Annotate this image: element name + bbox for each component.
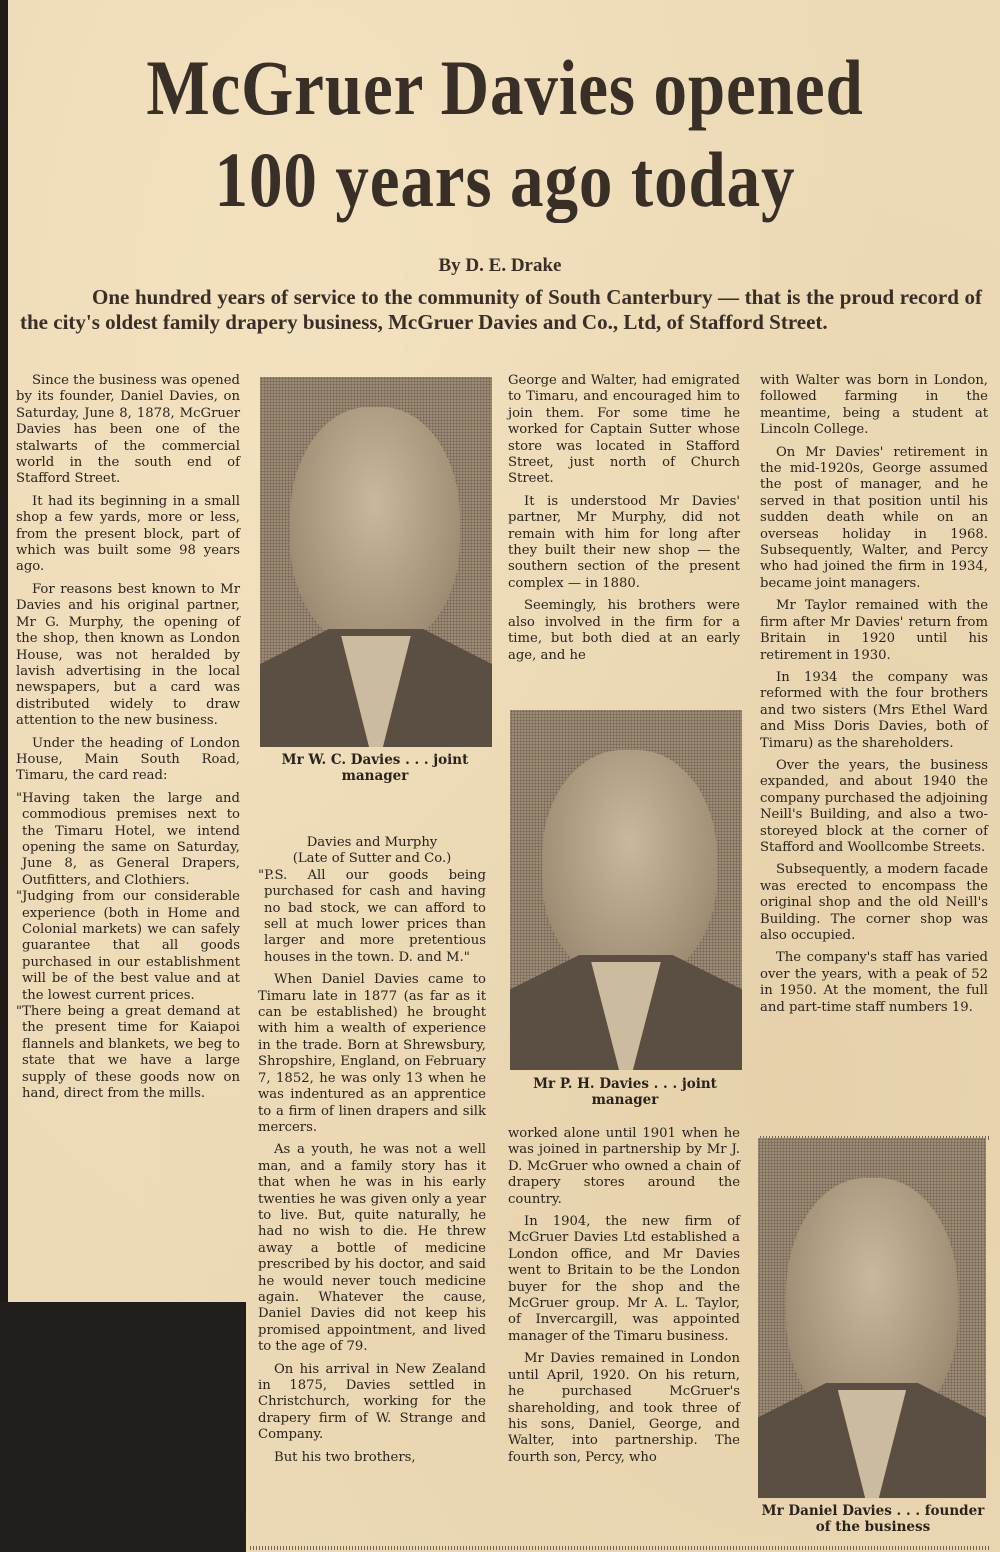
background-board xyxy=(0,1302,246,1552)
quote-paragraph: "Having taken the large and commodious premises next to the Timaru Hotel, we intend opening the same on Saturday, June 8, as General Drapers, Outfitters, and Clothiers. xyxy=(16,790,240,888)
paragraph: George and Walter, had emigrated to Timaru, and encouraged him to join them. For some time he worked for Captain Sutter whose store was located in Stafford Street, just north of Church Street. xyxy=(508,373,740,487)
column-2 xyxy=(258,835,486,1472)
paragraph: Under the heading of London House, Main South Road, Timaru, the card read: xyxy=(16,735,240,784)
paragraph: It is understood Mr Davies' partner, Mr Murphy, did not remain with him for long after they built their new shop — the southern section of the present complex — in 1880. xyxy=(508,493,740,591)
paragraph: In 1934 the company was reformed with the four brothers and two sisters (Mrs Ethel Ward and Miss Doris Davies, both of Timaru) as the shareholders. xyxy=(760,669,988,751)
quote-paragraph: "Judging from our considerable experience (both in Home and Colonial markets) we can safely guarantee that all goods purchased in our establishment will be of the best value and at the lowest current prices. xyxy=(16,889,240,1003)
ps-paragraph: "P.S. All our goods being purchased for cash and having no bad stock, we can afford to sell at much lower prices than larger and more pretentious houses in the town. D. and M." xyxy=(258,867,486,965)
column-3 xyxy=(508,373,740,670)
paragraph: Over the years, the business expanded, and about 1940 the company purchased the adjoining Neill's Building, and also a two-storeyed block at the corner of Stafford and Woollcombe Streets. xyxy=(760,757,988,855)
paragraph: Subsequently, a modern facade was erected to encompass the original shop and the old Neill's Building. The corner shop was also occupied. xyxy=(760,862,988,943)
paragraph: On Mr Davies' retirement in the mid-1920s, George assumed the post of manager, and he served in that position until his sudden death while on an overseas holiday in 1968. Subsequently, Walter, and Percy who had joined the firm in 1934, became joint managers. xyxy=(760,444,988,591)
column-4 xyxy=(760,373,988,1022)
photo-ph-davies xyxy=(510,710,742,1070)
column-1 xyxy=(16,373,240,1102)
portrait-face xyxy=(290,407,460,647)
paragraph: It had its beginning in a small shop a few yards, more or less, from the present block, part of which was built some 98 years ago. xyxy=(16,493,240,575)
paragraph: Mr Taylor remained with the firm after Mr Davies' return from Britain in 1920 until his retirement in 1930. xyxy=(760,598,988,663)
paragraph: On his arrival in New Zealand in 1875, Davies settled in Christchurch, working for the drapery firm of W. Strange and Company. xyxy=(258,1361,486,1443)
signoff: (Late of Sutter and Co.) xyxy=(292,851,452,867)
paragraph: As a youth, he was not a well man, and a family story has it that when he was in his early twenties he was given only a year to live. But, quite naturally, he had no wish to die. He threw away a bottle of medicine prescribed by his doctor, and said he would never touch medicine again. Whatever the cause, Daniel Davies did not keep his promised appointment, and lived to the age of 79. xyxy=(258,1142,486,1355)
byline: By D. E. Drake xyxy=(438,255,562,276)
paragraph: with Walter was born in London, followed farming in the meantime, being a student at Lincoln College. xyxy=(760,373,988,438)
portrait-face xyxy=(542,750,717,980)
paragraph: The company's staff has varied over the years, with a peak of 52 in 1950. At the moment, the full and part-time staff numbers 19. xyxy=(760,950,988,1015)
paragraph: But his two brothers, xyxy=(274,1449,416,1465)
standfirst: One hundred years of service to the community of South Canterbury — that is the proud record of the city's oldest family drapery business, McGruer Davies and Co., Ltd, of Stafford Street. xyxy=(20,285,982,334)
photo-caption: Mr P. H. Davies . . . joint manager xyxy=(533,1076,717,1108)
signoff: Davies and Murphy xyxy=(306,835,438,850)
paragraph: Since the business was opened by its founder, Daniel Davies, on Saturday, June 8, 1878, McGruer Davies has been one of the stalwarts of the commercial world in the south end of Stafford Street. xyxy=(16,373,240,487)
column-3-continued xyxy=(508,1126,740,1472)
paragraph: worked alone until 1901 when he was joined in partnership by Mr J. D. McGruer who owned a chain of drapery stores around the country. xyxy=(508,1126,740,1207)
photo-caption: Mr Daniel Davies . . . founder of the business xyxy=(761,1503,985,1535)
paragraph: Mr Davies remained in London until April, 1920. On his return, he purchased McGruer's shareholding, and took three of his sons, Daniel, George, and Walter, into partnership. The fourth son, Percy, who xyxy=(508,1351,740,1465)
photo-wc-davies xyxy=(260,377,492,747)
headline xyxy=(88,42,922,226)
paragraph: For reasons best known to Mr Davies and his original partner, Mr G. Murphy, the opening of the shop, then known as London House, was not heralded by lavish advertising in the local newspapers, but a card was distributed widely to draw attention to the new business. xyxy=(16,581,240,729)
photo-caption: Mr W. C. Davies . . . joint manager xyxy=(281,752,469,784)
page-bottom-rule xyxy=(250,1546,990,1550)
paragraph: In 1904, the new firm of McGruer Davies Ltd established a London office, and Mr Davies went to Britain to be the London buyer for the shop and the McGruer group. Mr A. L. Taylor, of Invercargill, was appointed manager of the Timaru business. xyxy=(508,1214,740,1344)
paragraph: When Daniel Davies came to Timaru late in 1877 (as far as it can be established) he brought with him a wealth of experience in the trade. Born at Shrewsbury, Shropshire, England, on February 7, 1852, he was only 13 when he was indentured as an apprentice to a firm of linen drapers and silk mercers. xyxy=(258,972,486,1135)
quote-paragraph: "There being a great demand at the present time for Kaiapoi flannels and blankets, we beg to state that we have a large supply of these goods now on hand, direct from the mills. xyxy=(16,1004,240,1102)
photo-daniel-davies xyxy=(758,1138,986,1498)
headline-line-1: McGruer Davies opened xyxy=(146,44,864,131)
paragraph: Seemingly, his brothers were also involved in the firm for a time, but both died at an early age, and he xyxy=(508,598,740,663)
headline-line-2: 100 years ago today xyxy=(214,136,796,223)
